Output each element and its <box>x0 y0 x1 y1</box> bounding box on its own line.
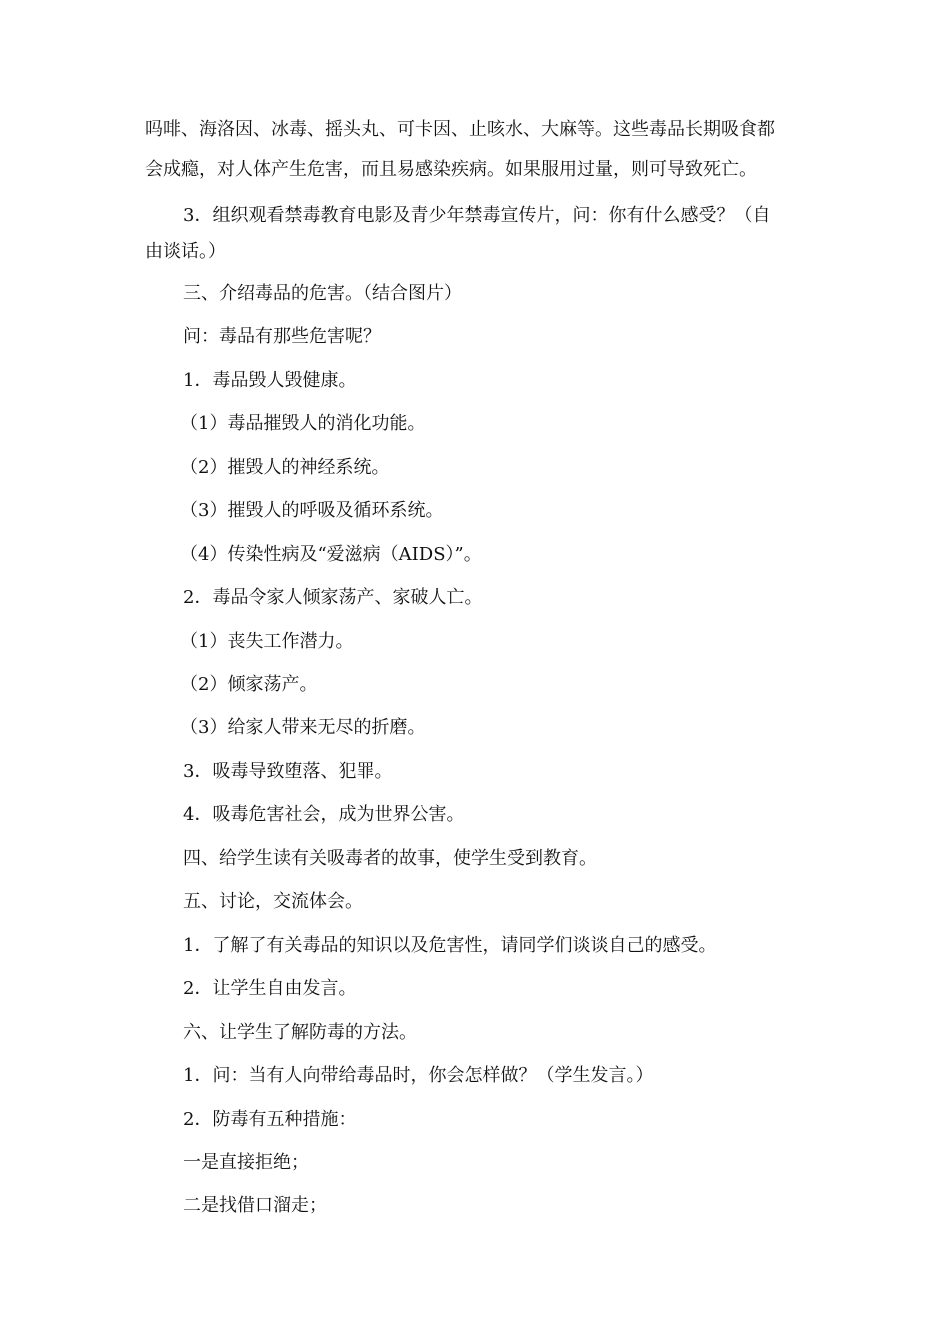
list-item: （3）给家人带来无尽的折磨。 <box>180 717 426 738</box>
section-heading: 五、讨论，交流体会。 <box>183 891 363 912</box>
list-item: 3．吸毒导致堕落、犯罪。 <box>183 761 393 782</box>
list-item: （2）倾家荡产。 <box>180 674 318 695</box>
section-heading: 四、给学生读有关吸毒者的故事，使学生受到教育。 <box>183 848 597 869</box>
section-heading: 三、介绍毒品的危害。（结合图片） <box>183 283 462 304</box>
list-item: 1．问：当有人向带给毒品时，你会怎样做？（学生发言。） <box>183 1065 654 1086</box>
text-line: 由谈话。） <box>145 241 226 262</box>
text-line: 3．组织观看禁毒教育电影及青少年禁毒宣传片，问：你有什么感受？（自 <box>183 205 771 226</box>
list-item: 2．毒品令家人倾家荡产、家破人亡。 <box>183 587 483 608</box>
list-item: （3）摧毁人的呼吸及循环系统。 <box>180 500 444 521</box>
list-item: （1）毒品摧毁人的消化功能。 <box>180 413 426 434</box>
list-item: （2）摧毁人的神经系统。 <box>180 457 390 478</box>
list-item: 1．毒品毁人毁健康。 <box>183 370 357 391</box>
list-item: 2．让学生自由发言。 <box>183 978 357 999</box>
text-line: 会成瘾，对人体产生危害，而且易感染疾病。如果服用过量，则可导致死亡。 <box>145 159 757 180</box>
list-item: （4）传染性病及“爱滋病（AIDS）”。 <box>180 544 482 565</box>
text-line: 问：毒品有那些危害呢？ <box>183 326 381 347</box>
list-item: 2．防毒有五种措施： <box>183 1109 357 1130</box>
list-item: （1）丧失工作潜力。 <box>180 631 354 652</box>
list-item: 1．了解了有关毒品的知识以及危害性，请同学们谈谈自己的感受。 <box>183 935 717 956</box>
list-item: 4．吸毒危害社会，成为世界公害。 <box>183 804 465 825</box>
section-heading: 六、让学生了解防毒的方法。 <box>183 1022 417 1043</box>
text-line: 吗啡、海洛因、冰毒、摇头丸、可卡因、止咳水、大麻等。这些毒品长期吸食都 <box>145 119 775 140</box>
list-item: 二是找借口溜走； <box>183 1195 327 1216</box>
list-item: 一是直接拒绝； <box>183 1152 309 1173</box>
